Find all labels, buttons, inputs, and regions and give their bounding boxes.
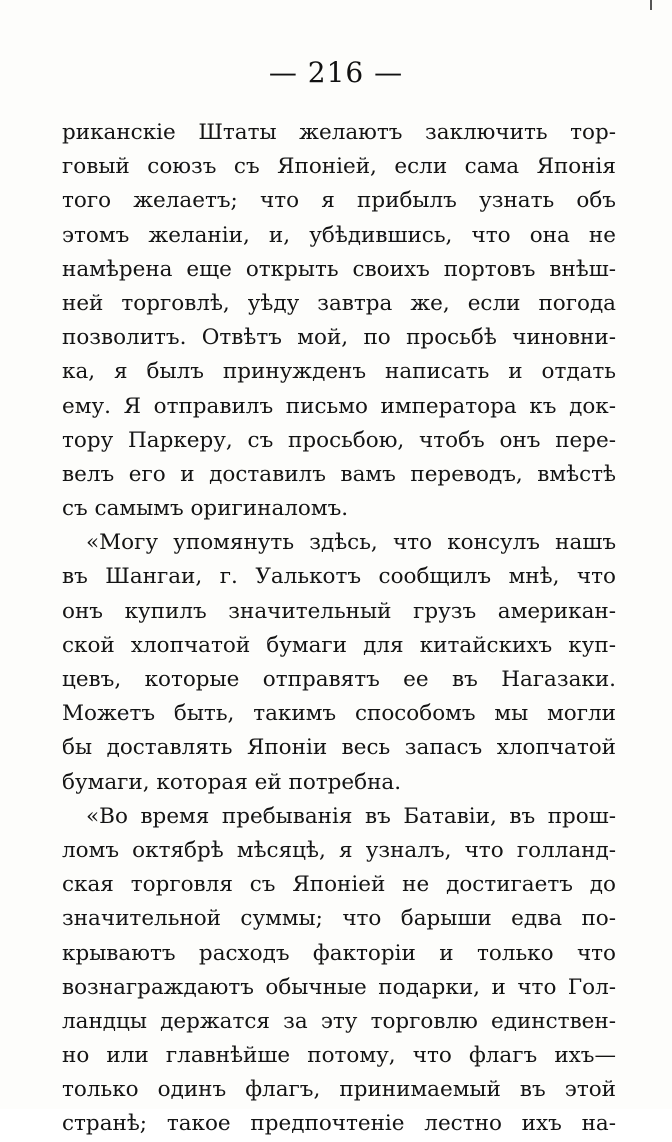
text-line: риканскіе Штаты желаютъ заключить тор- [62, 120, 616, 145]
text-line: ская торговля съ Японіей не достигаетъ до [62, 872, 616, 898]
text-line: говый союзъ съ Японіей, если сама Японія [62, 154, 616, 180]
text-line: тору Паркеру, съ просьбою, чтобъ онъ пере- [62, 427, 616, 453]
text-line: ка, я былъ принужденъ написать и отдать [62, 359, 616, 385]
text-line: велъ его и доставилъ вамъ переводъ, вмѣстѣ [62, 461, 616, 487]
text-line: съ самымъ оригиналомъ. [62, 496, 349, 522]
text-line: «Во время пребыванія въ Батавіи, въ прош- [86, 803, 616, 829]
text-line: ней торговлѣ, уѣду завтра же, если погода [62, 290, 616, 316]
text-line: крываютъ расходъ факторіи и только что [62, 940, 616, 966]
page-number: — 216 — [268, 56, 404, 89]
text-line: значительной суммы; что барыши едва по- [62, 906, 616, 932]
text-line: ской хлопчатой бумаги для китайскихъ куп- [62, 632, 616, 658]
text-line: позволитъ. Отвѣтъ мой, по просьбѣ чиновни- [62, 325, 616, 351]
text-line: ломъ октябрѣ мѣсяцѣ, я узналъ, что голланд- [62, 837, 616, 863]
text-line: вознаграждаютъ обычные подарки, и что Гол- [62, 974, 616, 1000]
text-line: бы доставлять Японіи весь запасъ хлопчатой [62, 735, 616, 761]
text-line: того желаетъ; что я прибылъ узнать объ [62, 188, 616, 214]
text-line: цевъ, которые отправятъ ее въ Нагазаки. [62, 667, 616, 692]
body-text [62, 116, 616, 1142]
text-line: намѣрена еще открыть своихъ портовъ внѣш- [62, 256, 616, 282]
text-line: только одинъ флагъ, принимаемый въ этой [62, 1077, 616, 1103]
text-line: ему. Я отправилъ письмо императора къ док- [62, 393, 616, 419]
text-line: этомъ желаніи, и, убѣдившись, что она не [62, 222, 616, 248]
text-line: ландцы держатся за эту торговлю единствен- [62, 1008, 616, 1034]
text-line: странѣ; такое предпочтеніе лестно ихъ на- [62, 1111, 616, 1137]
text-line: «Могу упомянуть здѣсь, что консулъ нашъ [86, 530, 616, 556]
text-line: бумаги, которая ей потребна. [62, 769, 402, 795]
text-line: но или главнѣйше потому, что флагъ ихъ— [62, 1043, 616, 1069]
text-line: Можетъ быть, такимъ способомъ мы могли [62, 701, 616, 727]
text-line: онъ купилъ значительный грузъ американ- [62, 598, 616, 624]
text-line: въ Шангаи, г. Уалькотъ сообщилъ мнѣ, что [62, 564, 616, 590]
corner-mark [650, 0, 652, 10]
